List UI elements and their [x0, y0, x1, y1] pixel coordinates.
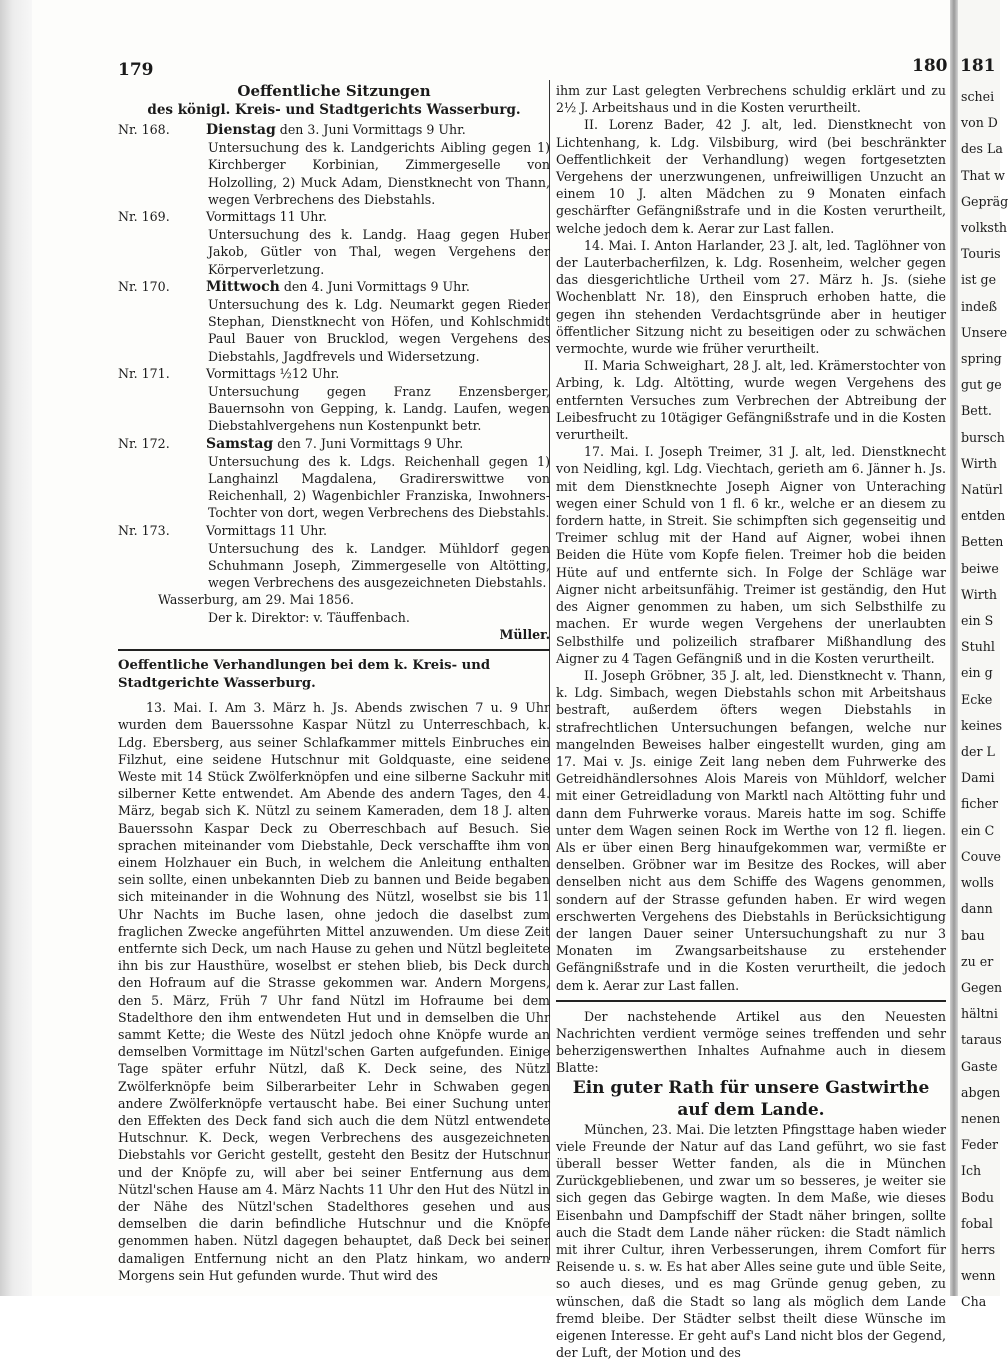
verdict-paragraph: II. Joseph Gröbner, 35 J. alt, led. Dienstknecht v. Thann, k. Ldg. Simbach, wegen Diebstahls schon mit Arbeitshaus bestraft, außerdem öfters wegen Diebstahls in strafrechtlichen Untersuchungen befangen, welche nur mangelnden Beweises halber eingestellt wurden, ging am 17. Mai v. Js. einige Zeit lang neben dem Fuhrwerke des Getreidhändlersohnes Alois Mareis von Mühldorf, welcher mit einer Getreidladung von Marktl nach Altötting fuhr und dann dem Fuhrwerke voraus. Mareis hatte im sog. Schiffe unter dem Wagen seinen Rock im Werthe von 12 fl. liegen. Als er über einen Berg hinaufgekommen war, vermißte er denselben. Gröbner war im Besitze des Rockes, will aber denselben nicht aus dem Schiffe des Wagens genommen, sondern auf der Strasse gefunden haben. Er wird wegen erschwerten Vergehens des Diebstahls in Berücksichtigung der langen Dauer seiner Untersuchungshaft zu nur 3 Monaten im Zwangsarbeitshause zu erstehender Gefängnißstrafe und in die Kosten verurtheilt, die jedoch dem k. Aerar zur Last fallen. [556, 667, 946, 993]
page-number-far-right: 181 [960, 56, 996, 76]
entry-time: Vormittags ½12 Uhr. [206, 365, 340, 381]
cut-off-fragment: taraus [961, 1032, 1002, 1048]
cut-off-fragment: hältni [961, 1006, 998, 1022]
cut-off-fragment: spring [961, 351, 1002, 367]
entry-text: Untersuchung gegen Franz Enzensberger, Bauernsohn von Gepping, k. Landg. Laufen, wegen Diebstahlvergehens nun Kostenpunkt betr. [208, 384, 550, 434]
cut-off-fragment: Bett. [961, 403, 992, 419]
cut-off-column [958, 84, 1008, 1316]
cut-off-fragment: Unsere [961, 324, 1008, 340]
article-intro: Der nachstehende Artikel aus den Neuesten Nachrichten verdient vermöge seines treffenden und sehr beherzigenswerthen Inhaltes Aufnahme auch in diesem Blatte: [556, 1008, 946, 1076]
session-entry [118, 435, 550, 522]
previous-page-edge [0, 0, 32, 1296]
page-number-right: 180 [912, 56, 948, 76]
right-column [556, 82, 946, 1361]
cut-off-fragment: von D [961, 115, 998, 131]
cut-off-fragment: beiwe [961, 560, 999, 576]
cut-off-fragment: Cha [961, 1294, 987, 1310]
entry-time: den 7. Juni Vormittags 9 Uhr. [273, 435, 464, 451]
section-divider [118, 649, 550, 651]
entry-time: Vormittags 11 Uhr. [206, 209, 328, 225]
cut-off-fragment: Couve [961, 848, 1001, 864]
verdict-paragraph: II. Lorenz Bader, 42 J. alt, led. Dienstknecht von Lichtenhang, k. Ldg. Vilsbiburg, wird (bei beschränkter Oeffentlichkeit der Verhandlung) wegen fortgesetzten Vergehens der unerzwungenen, unfreiwilligen Unzucht an einem 10 J. alten Mädchen zu 9 Monaten einfach geschärfter Gefängnißstrafe und in die Kosten verurtheilt, welche jedoch dem k. Aerar zur Last fallen. [556, 117, 946, 236]
dateline: Wasserburg, am 29. Mai 1856. [158, 592, 354, 608]
section-title: Oeffentliche Verhandlungen bei dem k. Kreis- und Stadtgerichte Wasserburg. [118, 658, 491, 692]
cut-off-fragment: Natürl [961, 482, 1003, 498]
entry-number: Nr. 172. [118, 435, 170, 451]
entry-day: Mittwoch [206, 278, 280, 295]
cut-off-fragment: abgen [961, 1084, 1001, 1100]
continued-paragraph: ihm zur Last gelegten Verbrechens schuldig erklärt und zu 2½ J. Arbeitshaus und in die Kosten verurtheilt. [556, 83, 946, 116]
cut-off-fragment: ist ge [961, 272, 997, 288]
cut-off-fragment: bursch [961, 429, 1005, 445]
cut-off-fragment: Touris [961, 246, 1001, 262]
entry-time: den 3. Juni Vormittags 9 Uhr. [275, 122, 466, 137]
cut-off-fragment: schei [961, 89, 995, 104]
entry-text: Untersuchung des k. Landger. Mühldorf gegen Schuhmann Joseph, Zimmergeselle von Altötting, wegen Verbrechens des ausgezeichneten Diebstahls. [208, 540, 550, 591]
cut-off-fragment: Gepräg [961, 193, 1008, 209]
cut-off-fragment: Feder [961, 1137, 999, 1153]
article-paragraph: München, 23. Mai. Die letzten Pfingsttage haben wieder viele Freunde der Natur auf das Land geführt, wo sie fast überall besser Wetter fanden, als die in München Zurückgebliebenen, und zwar um so besseres, je weiter sie sich gegen das Gebirge wagten. In dem Maße, wie dieses Eisenbahn und Dampfschiff der Stadt näher bringen, sollte auch die Stadt dem Lande näher rücken: die Stadt nämlich mit ihrer Cultur, ihren Verbesserungen, ihrem Comfort für Reisende u. s. w. Es hat aber Alles seine gute und üble Seite, so auch dieses, und es mag Gründe genug geben, zu wünschen, daß die Stadt so lang als möglich dem Lande fremd bleibe. Der Städter selbst theilt diese Wünsche im eigenen Interesse. Er geht auf's Land nicht blos der Gegend, der Luft, der Motion und des [556, 1121, 946, 1361]
entry-number: Nr. 171. [118, 365, 170, 381]
entry-number: Nr. 170. [118, 278, 170, 294]
cut-off-fragment: Wirth [961, 455, 997, 471]
cut-off-fragment: gut ge [961, 377, 1002, 393]
entry-day: Dienstag [206, 122, 276, 138]
cut-off-fragment: wolls [961, 875, 994, 891]
cut-off-fragment: Gaste [961, 1058, 998, 1074]
cut-off-fragment: keines [961, 717, 1003, 733]
cut-off-fragment: Bodu [961, 1189, 995, 1205]
cut-off-fragment: herrs [961, 1241, 996, 1257]
cut-off-fragment: ein S [961, 613, 994, 629]
entry-time: Vormittags 11 Uhr. [206, 522, 328, 538]
entry-number: Nr. 173. [118, 522, 170, 538]
cut-off-fragment: Ich [961, 1163, 982, 1179]
session-entry [118, 522, 550, 592]
cut-off-fragment: Dami [961, 770, 995, 786]
verdict-paragraph: 17. Mai. I. Joseph Treimer, 31 J. alt, led. Dienstknecht von Neidling, kgl. Ldg. Viechtach, gerieth am 6. Jänner h. Js. mit dem Dienstknechte Joseph Aigner von Unteraching wegen einer Schuld von 1 fl. 6 kr., welche er an diesem zu fordern hatte, in Streit. Sie schimpften sich gegenseitig und Treimer schlug mit der Hand auf Aigner, wobei ihnen Beiden die Hüte vom Kopfe fielen. Treimer hob die beiden Hüte auf und entfernte sich. In Folge der Schläge war Aigner nicht arbeitsunfähig. Treimer ist geständig, den Hut des Aigner genommen zu haben, um sich Selbsthilfe zu machen. Er wurde wegen Vergehens der unerlaubten Selbsthilfe und polizeilich strafbarer Mißhandlung des Aigner zu 4 Tagen Gefängniß und in die Kosten verurtheilt. [556, 444, 946, 666]
cut-off-fragment: ein g [961, 665, 993, 681]
section-paragraph: 13. Mai. I. Am 3. März h. Js. Abends zwischen 7 u. 9 Uhr wurden dem Bauerssohne Kaspar Nützl zu Unterreschbach, k. Ldg. Ebersberg, aus seiner Schlafkammer mittels Einbruches ein Filzhut, eine seidene Hutschnur mit Goldquaste, eine seidene Weste mit 14 Stück Zwölferknöpfen und eine silberne Sackuhr mit silberner Kette entwendet. Am Abende des andern Tages, den 4. März, begab sich K. Nützl zu seinem Kameraden, dem 18 J. alten Bauerssohn Kaspar Deck zu Oberreschbach auf Besuch. Sie sprachen miteinander vom Diebstahle, Deck verschaffte ihm von einem Holzhauer ein Buch, in welchem die Anleitung enthalten sein sollte, einen unbekannten Dieb zu bannen und Beide begaben sich miteinander in die Wohnung des Nützl, woselbst sie bis 11 Uhr Nachts im Buche lasen, ohne jedoch die daselbst zum fraglichen Zwecke angeführten Mittel anzuwenden. Um diese Zeit entfernte sich Deck, um nach Hause zu gehen und Nützl begleitete ihn bis zur Hausthüre, woselbst er stehen blieb, bis Deck durch den Hofraum auf die Strasse gekommen war. Andern Morgens, den 5. März, Früh 7 Uhr fand Nützl im Hofraume bei dem Stadelthore den ihm entwendeten Hut und in demselben die Uhr sammt Kette; die Weste des Nützl jedoch ohne Knöpfe wurde an demselben Vormittage im Nützl'schen Garten aufgefunden. Einige Tage später erfuhr Nützl, daß K. Deck seine, des Nützl Zwölferknöpfe beim Silberarbeiter Lehr in Schwaben gegen andere Zwölferknöpfe vertauscht habe. Bei einer Suchung unter den Effekten des Deck fand sich auch die dem Nützl entwendete Hutschnur. K. Deck, wegen Verbrechens des ausgezeichneten Diebstahls vor Gericht gestellt, gesteht den Besitz der Hutschnur und der Knöpfe zu, will aber bei seiner Entfernung aus dem Nützl'schen Hause am 4. März Nachts 11 Uhr den Hut des Nützl in der Nähe des Nützl'schen Stadelthores gesehen und aus demselben die darin befindliche Hutschnur und die Knöpfe genommen haben. Nützl dagegen behauptet, daß Deck bei seiner damaligen Entfernung nicht an den Platz hinkam, wo andern Morgens sein Hut gefunden wurde. Thut wird des [118, 700, 550, 1283]
cut-off-fragment: Betten [961, 534, 1004, 550]
article-divider [556, 1000, 946, 1002]
entry-text: Untersuchung des k. Ldg. Neumarkt gegen Rieder Stephan, Dienstknecht von Höfen, und Kohlschmidt Paul Bauer von Brucklod, wegen Vergehens des Diebstahls, Jagdfrevels und Widersetzung. [208, 297, 550, 364]
entry-time: den 4. Juni Vormittags 9 Uhr. [279, 278, 470, 294]
cut-off-fragment: zu er [961, 953, 994, 969]
verdict-paragraph: 14. Mai. I. Anton Harlander, 23 J. alt, led. Taglöhner von der Lauterbacherfilzen, k. Ldg. Rosenheim, welcher gegen das diesgerichtliche Urtheil vom 27. März h. Js. (siehe Wochenblatt Nr. 18), den Einspruch erhoben hatte, die gegen ihn stehenden Verdachtsgründe aber in heutiger öffentlicher Sitzung nicht zu beseitigen oder zu schwächen vermochte, wurde wie früher verurtheilt. [556, 237, 946, 357]
signature: Müller. [499, 626, 550, 642]
article-title: Ein guter Rath für unsere Gastwirthe auf dem Lande. [572, 1077, 930, 1120]
entry-number: Nr. 168. [118, 122, 170, 137]
cut-off-fragment: nenen [961, 1110, 1001, 1126]
session-entry [118, 278, 550, 365]
cut-off-fragment: wenn [961, 1268, 996, 1284]
director-line: Der k. Direktor: v. Täuffenbach. [208, 609, 410, 625]
cut-off-fragment: dann [961, 901, 993, 917]
cut-off-fragment: des La [961, 141, 1003, 157]
session-entry [118, 121, 550, 208]
cut-off-fragment: entden [961, 508, 1006, 524]
entry-text: Untersuchung des k. Landgerichts Aibling gegen 1) Kirchberger Korbinian, Zimmergeselle von Holzolling, 2) Muck Adam, Dienstknecht von Thann, wegen Verbrechens des Diebstahls. [208, 140, 550, 207]
session-list [118, 121, 550, 591]
page-number-left: 179 [118, 60, 154, 80]
session-entry [118, 208, 550, 278]
cut-off-fragment: ficher [961, 796, 999, 812]
cut-off-fragment: volksth [961, 220, 1007, 236]
cut-off-fragment: Gegen [961, 979, 1003, 995]
sessions-subtitle: des königl. Kreis- und Stadtgerichts Wasserburg. [147, 102, 521, 118]
session-entry [118, 365, 550, 435]
sessions-title: Oeffentliche Sitzungen [237, 82, 431, 100]
entry-text: Untersuchung des k. Ldgs. Reichenhall gegen 1) Langhainzl Magdalena, Gradirerswittwe von Reichenhall, 2) Wagenbichler Franziska, Inwohners-Tochter von dort, wegen Verbrechens des Diebstahls. [208, 453, 550, 521]
cut-off-fragment: Ecke [961, 691, 993, 707]
cut-off-fragment: ein C [961, 822, 995, 838]
cut-off-fragment: indeß [961, 298, 998, 314]
cut-off-fragment: fobal [961, 1215, 993, 1231]
entry-day: Samstag [206, 435, 274, 452]
entry-number: Nr. 169. [118, 209, 170, 225]
left-column [118, 82, 550, 1284]
cut-off-fragment: der L [961, 744, 995, 760]
cut-off-fragment: Stuhl [961, 639, 995, 655]
cut-off-fragment: That w [961, 167, 1005, 183]
entry-text: Untersuchung des k. Landg. Haag gegen Huber Jakob, Gütler von Thal, wegen Vergehens der Körperverletzung. [208, 227, 550, 277]
verdict-paragraph: II. Maria Schweighart, 28 J. alt, led. Krämerstochter von Arbing, k. Ldg. Altötting, wurde wegen Vergehens des entfernten Versuches zum Verbrechen der Abtreibung der Leibesfrucht zu 10tägiger Gefängnißstrafe und in die Kosten verurtheilt. [556, 358, 946, 443]
cut-off-fragment: Wirth [961, 586, 997, 602]
page-gutter [950, 0, 958, 1296]
cut-off-fragment: bau [961, 927, 985, 943]
next-page-edge [958, 0, 1008, 1310]
